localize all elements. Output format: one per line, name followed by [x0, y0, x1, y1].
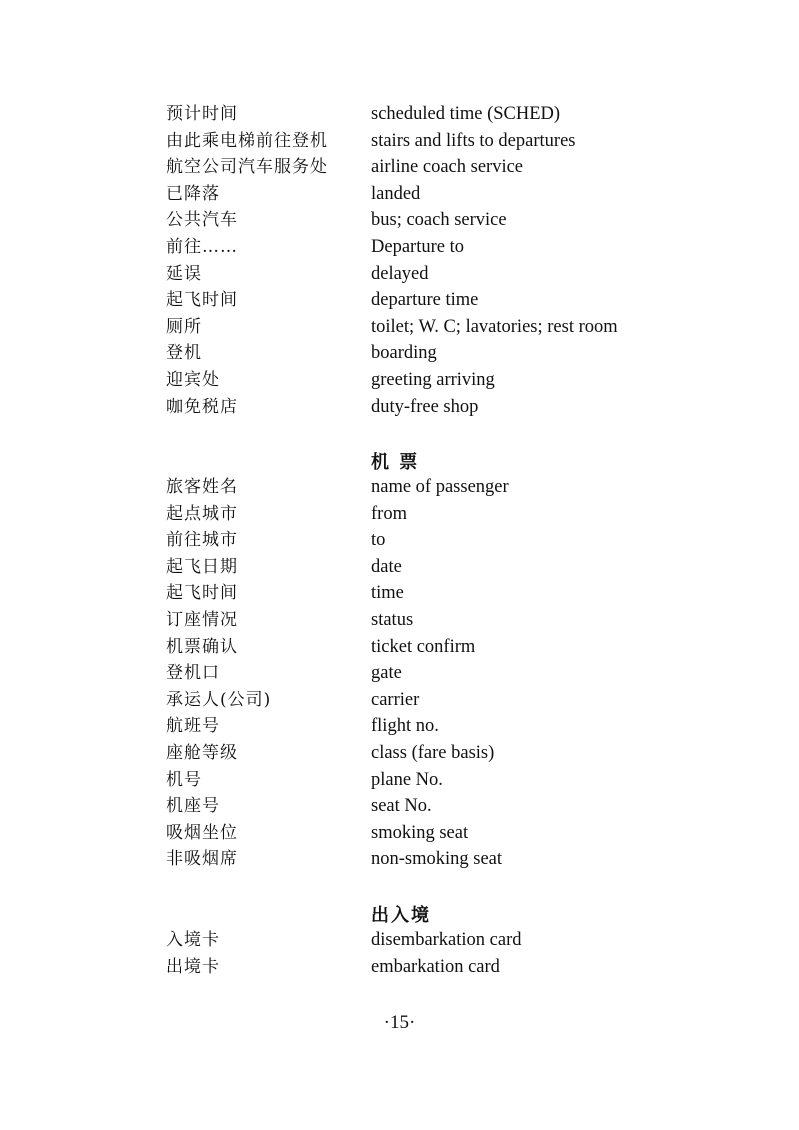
- english-term: non-smoking seat: [371, 849, 503, 870]
- glossary-row: [0, 846, 799, 873]
- chinese-term: 咖免税店: [166, 396, 238, 417]
- glossary-row: [0, 394, 799, 421]
- english-term: seat No.: [371, 796, 432, 817]
- glossary-row: [0, 527, 799, 554]
- english-term: plane No.: [371, 769, 443, 790]
- glossary-row: [0, 820, 799, 847]
- glossary-row: [0, 687, 799, 714]
- glossary-row: [0, 634, 799, 661]
- airport-terms-section: [0, 101, 799, 420]
- chinese-term: 航班号: [166, 716, 220, 737]
- english-term: stairs and lifts to departures: [371, 130, 576, 151]
- english-term: bus; coach service: [371, 210, 507, 231]
- chinese-term: 出境卡: [166, 956, 220, 977]
- english-term: carrier: [371, 689, 420, 710]
- glossary-row: [0, 660, 799, 687]
- glossary-row: [0, 554, 799, 581]
- english-term: greeting arriving: [371, 369, 495, 390]
- chinese-term: 旅客姓名: [166, 477, 238, 497]
- chinese-term: 由此乘电梯前往登机: [166, 130, 328, 151]
- immigration-terms-section: [0, 927, 799, 980]
- chinese-term: 吸烟坐位: [166, 822, 238, 843]
- english-term: name of passenger: [371, 477, 509, 497]
- chinese-term: 入境卡: [166, 930, 220, 950]
- chinese-term: 机票确认: [166, 636, 238, 657]
- ticket-heading: 机 票: [371, 452, 420, 473]
- chinese-term: 厕所: [166, 316, 202, 337]
- chinese-term: 前往……: [166, 236, 238, 257]
- chinese-term: 公共汽车: [166, 210, 238, 231]
- english-term: scheduled time (SCHED): [371, 104, 561, 124]
- glossary-row: [0, 207, 799, 234]
- glossary-row: [0, 954, 799, 981]
- chinese-term: 起飞日期: [166, 556, 238, 577]
- english-term: duty-free shop: [371, 396, 479, 417]
- glossary-row: [0, 261, 799, 288]
- glossary-row: [0, 740, 799, 767]
- chinese-term: 机座号: [166, 796, 220, 817]
- english-term: flight no.: [371, 716, 439, 737]
- glossary-row: [0, 580, 799, 607]
- glossary-row: [0, 367, 799, 394]
- english-term: ticket confirm: [371, 636, 476, 657]
- glossary-row: [0, 287, 799, 314]
- english-term: from: [371, 503, 407, 524]
- glossary-row: [0, 927, 799, 954]
- chinese-term: 已降落: [166, 183, 220, 204]
- chinese-term: 迎宾处: [166, 369, 220, 390]
- ticket-terms-section: [0, 474, 799, 873]
- chinese-term: 起点城市: [166, 503, 238, 524]
- chinese-term: 机号: [166, 769, 202, 790]
- chinese-term: 起飞时间: [166, 290, 238, 311]
- glossary-row: [0, 154, 799, 181]
- chinese-term: 订座情况: [166, 609, 238, 630]
- english-term: to: [371, 530, 386, 551]
- glossary-row: [0, 234, 799, 261]
- glossary-row: [0, 713, 799, 740]
- english-term: delayed: [371, 263, 429, 284]
- glossary-row: [0, 767, 799, 794]
- chinese-term: 登机: [166, 343, 202, 364]
- chinese-term: 座舱等级: [166, 742, 238, 763]
- page-number: ·15·: [383, 1012, 416, 1033]
- chinese-term: 登机口: [166, 663, 220, 684]
- english-term: departure time: [371, 290, 479, 311]
- chinese-term: 延误: [166, 263, 202, 284]
- glossary-row: [0, 128, 799, 155]
- chinese-term: 航空公司汽车服务处: [166, 157, 328, 178]
- immigration-heading: 出入境: [371, 905, 431, 926]
- english-term: status: [371, 609, 414, 630]
- english-term: disembarkation card: [371, 930, 522, 950]
- english-term: Departure to: [371, 236, 464, 257]
- english-term: time: [371, 583, 404, 604]
- english-term: smoking seat: [371, 822, 469, 843]
- glossary-row: [0, 181, 799, 208]
- english-term: gate: [371, 663, 402, 684]
- english-term: airline coach service: [371, 157, 524, 178]
- glossary-row: [0, 314, 799, 341]
- chinese-term: 非吸烟席: [166, 849, 238, 870]
- english-term: embarkation card: [371, 956, 500, 977]
- english-term: date: [371, 556, 402, 577]
- chinese-term: 前往城市: [166, 530, 238, 551]
- chinese-term: 起飞时间: [166, 583, 238, 604]
- chinese-term: 预计时间: [166, 104, 238, 124]
- english-term: class (fare basis): [371, 742, 495, 763]
- glossary-row: [0, 793, 799, 820]
- english-term: toilet; W. C; lavatories; rest room: [371, 316, 618, 337]
- english-term: boarding: [371, 343, 437, 364]
- glossary-row: [0, 474, 799, 501]
- glossary-row: [0, 101, 799, 128]
- glossary-row: [0, 501, 799, 528]
- english-term: landed: [371, 183, 421, 204]
- glossary-row: [0, 340, 799, 367]
- chinese-term: 承运人(公司): [166, 689, 272, 710]
- glossary-row: [0, 607, 799, 634]
